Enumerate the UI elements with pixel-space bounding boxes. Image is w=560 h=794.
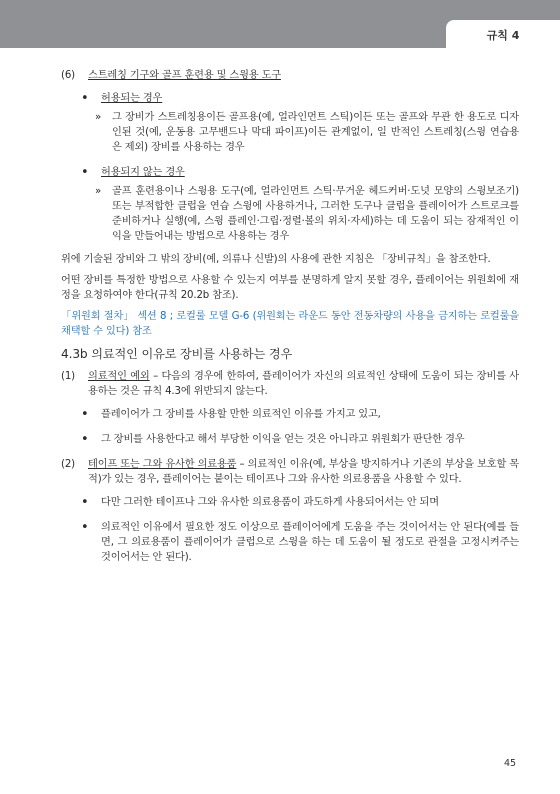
- item-1-bullet-2-text: 그 장비를 사용한다고 해서 부당한 이익을 얻는 것은 아니라고 위원회가 판단한 경우: [101, 434, 465, 445]
- section-6-title: 스트레칭 기구와 골프 훈련용 및 스윙용 도구: [88, 70, 281, 81]
- equipment-rules-paragraph: 위에 기술된 장비와 그 밖의 장비(예, 의류나 신발)의 사용에 관한 지침은 「장비규칙」을 참조한다.: [61, 254, 491, 265]
- page-content: [61, 68, 519, 565]
- page-number: 45: [504, 758, 517, 769]
- item-1-bullet-1: [61, 407, 519, 422]
- allowed-heading: 허용되는 경우: [101, 93, 163, 104]
- item-2-number: (2): [61, 459, 75, 470]
- bullet-icon: •: [81, 407, 89, 422]
- section-6-heading: [61, 68, 519, 83]
- bullet-icon: •: [81, 495, 89, 510]
- ruling-paragraph: 어떤 장비를 특정한 방법으로 사용할 수 있는지 여부를 분명하게 알지 못할 경우, 플레이어는 위원회에 재정을 요청하여야 한다(규칙 20.2b 참조).: [61, 275, 519, 301]
- not-allowed-heading-row: [61, 165, 519, 180]
- section-6-number: (6): [61, 70, 75, 81]
- item-2-bullet-2: [61, 520, 519, 565]
- allowed-item: [61, 110, 519, 155]
- item-1-number: (1): [61, 371, 75, 382]
- rule-tab: 규칙 4: [446, 20, 560, 50]
- allowed-heading-row: [61, 91, 519, 106]
- item-2-body: – 의료적인 이유(예, 부상을 방지하거나 기존의 부상을 보호할 목적)가 있는 경우, 플레이어는 붙이는 테이프나 그와 유사한 의료용품을 사용할 수 있다.: [88, 459, 520, 485]
- not-allowed-item: [61, 184, 519, 244]
- not-allowed-heading: 허용되지 않는 경우: [101, 167, 185, 178]
- allowed-text: 그 장비가 스트레칭용이든 골프용(예, 얼라인먼트 스틱)이든 또는 골프와 무관 한 용도로 디자인된 것(예, 운동용 고무밴드나 막대 파이프)이든 관계없이, 일 반적인 스트레칭(스윙 연습용은 제외) 장비를 사용하는 경우: [112, 112, 519, 153]
- item-2-bullet-2-text: 의료적인 이유에서 필요한 정도 이상으로 플레이어에게 도움을 주는 것이어서는 안 된다(예를 들면, 그 의료용품이 플레이어가 클럽으로 스윙을 하는 데 도움이 될 정도로 관절을 고정시켜주는 것이어서는 안 된다).: [101, 522, 519, 563]
- item-2: [61, 457, 519, 487]
- item-1: [61, 369, 519, 399]
- bullet-icon: •: [81, 520, 89, 535]
- item-1-body: – 다음의 경우에 한하여, 플레이어가 자신의 의료적인 상태에 도움이 되는 장비를 사용하는 것은 규칙 4.3에 위반되지 않는다.: [88, 371, 519, 397]
- item-2-bullet-1-text: 다만 그러한 테이프나 그와 유사한 의료용품이 과도하게 사용되어서는 안 되며: [101, 497, 439, 508]
- section-4-3b-title: 4.3b 의료적인 이유로 장비를 사용하는 경우: [61, 347, 293, 361]
- not-allowed-text: 골프 훈련용이나 스윙용 도구(예, 얼라인먼트 스틱·무거운 헤드커버·도넛 모양의 스윙보조기) 또는 부적합한 클럽을 연습 스윙에 사용하거나, 그러한 도구나 클럽을 플레이어가 스트로크를 준비하거나 실행(예, 스윙 플레인·그립·정렬·볼의 위치·자세)하는 데 도움이 되는 잠재적인 이익을 만들어내는 방법으로 사용하는 경우: [112, 186, 519, 242]
- item-1-bullet-1-text: 플레이어가 그 장비를 사용할 만한 의료적인 이유를 가지고 있고,: [101, 409, 381, 420]
- item-2-text: [88, 457, 519, 487]
- guillemet-icon: »: [95, 186, 102, 197]
- bullet-icon: •: [81, 165, 89, 180]
- guillemet-icon: »: [95, 112, 102, 123]
- item-2-heading: 테이프 또는 그와 유사한 의료용품: [88, 459, 237, 470]
- bullet-icon: •: [81, 432, 89, 447]
- committee-procedures-reference[interactable]: 「위원회 절차」 섹션 8 ; 로컬룰 모델 G-6 (위원회는 라운드 동안 전동차량의 사용을 금지하는 로컬룰을 채택할 수 있다) 참조: [61, 311, 519, 337]
- item-1-bullet-2: [61, 432, 519, 447]
- bullet-icon: •: [81, 91, 89, 106]
- item-2-bullet-1: [61, 495, 519, 510]
- item-1-text: [88, 369, 519, 399]
- item-1-heading: 의료적인 예외: [88, 371, 150, 382]
